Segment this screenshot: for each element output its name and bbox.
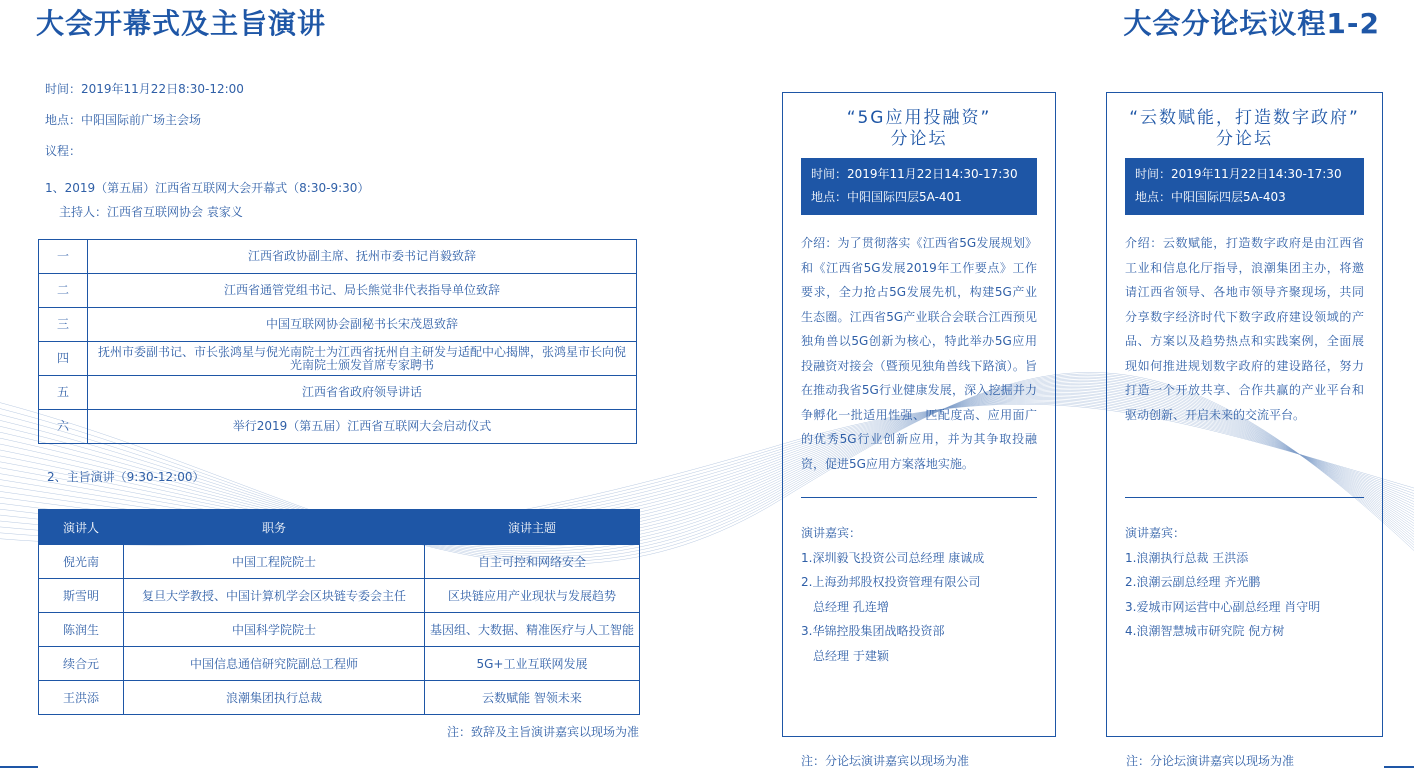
guests-label: 演讲嘉宾： <box>801 526 862 540</box>
agenda-item: 江西省政协副主席、抚州市委书记肖毅致辞 <box>88 240 637 274</box>
agenda-item: 江西省通管党组书记、局长熊觉非代表指导单位致辞 <box>88 274 637 308</box>
agenda-item: 中国互联网协会副秘书长宋茂恩致辞 <box>88 308 637 342</box>
keynote-role: 中国工程院院士 <box>124 545 425 579</box>
keynote-row <box>39 545 640 579</box>
agenda-row <box>39 410 637 444</box>
keynote-name: 陈润生 <box>39 613 124 647</box>
page-title-left: 大会开幕式及主旨演讲 <box>36 7 327 40</box>
forum-info-band <box>801 158 1037 215</box>
keynote-topic: 基因组、大数据、精准医疗与人工智能 <box>425 613 640 647</box>
agenda-number: 二 <box>39 274 88 308</box>
section-keynote: 2、主旨演讲（9:30-12:00） <box>47 470 205 484</box>
guest-item: 总经理 于建颖 <box>813 648 889 663</box>
agenda-number: 五 <box>39 376 88 410</box>
place-text: 地点：中阳国际前广场主会场 <box>45 113 202 127</box>
guest-item: 2.浪潮云副总经理 齐光鹏 <box>1125 575 1261 589</box>
guest-item: 3.华锦控股集团战略投资部 <box>801 624 945 638</box>
forum-note: 注：分论坛演讲嘉宾以现场为准 <box>801 754 970 768</box>
guest-item: 4.浪潮智慧城市研究院 倪方树 <box>1125 624 1285 638</box>
guests-label: 演讲嘉宾： <box>1125 526 1186 540</box>
agenda-row <box>39 308 637 342</box>
keynote-table <box>38 509 640 715</box>
agenda-item: 举行2019（第五届）江西省互联网大会启动仪式 <box>88 410 637 444</box>
header-role: 职务 <box>124 510 425 545</box>
forum-intro: 介绍：为了贯彻落实《江西省5G发展规划》和《江西省5G发展2019年工作要点》工作要求，全力抢占5G发展先机，构建5G产业生态圈。江西省5G产业联合会联合江西预见独角兽以5G创新为核心，特此举办5G应用投融资对接会（暨预见独角兽线下路演）。旨在推动我省5G行业健康发展，深入挖掘并力争孵化一批适用性强、匹配度高、应用面广的优秀5G行业创新应用，并为其争取投融资，促进5G应用方案落地实施。 <box>801 236 1037 471</box>
keynote-row <box>39 681 640 715</box>
forum-box-digital-gov <box>1106 92 1383 737</box>
keynote-name: 续合元 <box>39 647 124 681</box>
forum-box-5g <box>782 92 1056 737</box>
forum-info-band <box>1125 158 1364 215</box>
section-opening: 1、2019（第五届）江西省互联网大会开幕式（8:30-9:30） <box>45 181 370 195</box>
forum-time: 时间：2019年11月22日14:30-17:30 <box>811 167 1018 181</box>
agenda-item: 江西省省政府领导讲话 <box>88 376 637 410</box>
agenda-item: 抚州市委副书记、市长张鸿星与倪光南院士为江西省抚州自主研发与适配中心揭牌，张鸿星市长向倪光南院士颁发首席专家聘书 <box>88 342 637 376</box>
keynote-topic: 云数赋能 智领未来 <box>425 681 640 715</box>
keynote-topic: 5G+工业互联网发展 <box>425 647 640 681</box>
guest-item: 1.浪潮执行总裁 王洪添 <box>1125 550 1249 565</box>
keynote-role: 浪潮集团执行总裁 <box>124 681 425 715</box>
agenda-number: 六 <box>39 410 88 444</box>
keynote-name: 倪光南 <box>39 545 124 579</box>
keynote-row <box>39 647 640 681</box>
forum-note: 注：分论坛演讲嘉宾以现场为准 <box>1126 754 1295 768</box>
guest-list <box>801 521 984 668</box>
forum-place: 地点：中阳国际四层5A-403 <box>1135 190 1286 204</box>
forum-subtitle: 分论坛 <box>1216 129 1273 149</box>
guest-item: 总经理 孔连增 <box>813 599 889 614</box>
keynote-topic: 自主可控和网络安全 <box>425 545 640 579</box>
agenda-number: 一 <box>39 240 88 274</box>
guest-item: 1.深圳毅飞投资公司总经理 康诚成 <box>801 550 985 565</box>
keynote-name: 王洪添 <box>39 681 124 715</box>
keynote-row <box>39 579 640 613</box>
agenda-number: 四 <box>39 342 88 376</box>
keynote-role: 中国信息通信研究院副总工程师 <box>124 647 425 681</box>
agenda-row <box>39 342 637 376</box>
header-speaker: 演讲人 <box>39 510 124 545</box>
agenda-number: 三 <box>39 308 88 342</box>
keynote-role: 复旦大学教授、中国计算机学会区块链专委会主任 <box>124 579 425 613</box>
divider <box>1125 497 1364 498</box>
agenda-row <box>39 376 637 410</box>
agenda-label: 议程： <box>45 144 82 158</box>
keynote-name: 斯雪明 <box>39 579 124 613</box>
forum-subtitle: 分论坛 <box>890 129 948 149</box>
time-text: 时间：2019年11月22日8:30-12:00 <box>45 82 244 96</box>
left-note: 注：致辞及主旨演讲嘉宾以现场为准 <box>446 725 639 739</box>
forum-intro: 介绍：云数赋能，打造数字政府是由江西省工业和信息化厅指导，浪潮集团主办，将邀请江西省领导、各地市领导齐聚现场，共同分享数字经济时代下数字政府建设领域的产品、方案以及趋势热点和实践案例，全面展现如何推进规划数字政府的建设路径，努力打造一个开放共享、合作共赢的产业平台和驱动创新、开启未来的交流平台。 <box>1125 236 1364 422</box>
divider <box>801 497 1037 498</box>
forum-time: 时间：2019年11月22日14:30-17:30 <box>1135 167 1342 181</box>
keynote-topic: 区块链应用产业现状与发展趋势 <box>425 579 640 613</box>
agenda-table <box>38 239 637 444</box>
forum-title: “云数赋能，打造数字政府” <box>1129 108 1360 128</box>
agenda-row <box>39 274 637 308</box>
keynote-row <box>39 613 640 647</box>
header-topic: 演讲主题 <box>425 510 640 545</box>
keynote-role: 中国科学院院士 <box>124 613 425 647</box>
forum-title: “5G应用投融资” <box>846 108 992 128</box>
agenda-row <box>39 240 637 274</box>
guest-item: 2.上海劲邦股权投资管理有限公司 <box>801 575 981 589</box>
page-title-right: 大会分论坛议程1-2 <box>1123 7 1380 40</box>
host-text: 主持人：江西省互联网协会 袁家义 <box>59 205 243 219</box>
guest-item: 3.爱城市网运营中心副总经理 肖守明 <box>1125 599 1321 614</box>
forum-place: 地点：中阳国际四层5A-401 <box>811 190 962 204</box>
guest-list <box>1125 521 1320 644</box>
